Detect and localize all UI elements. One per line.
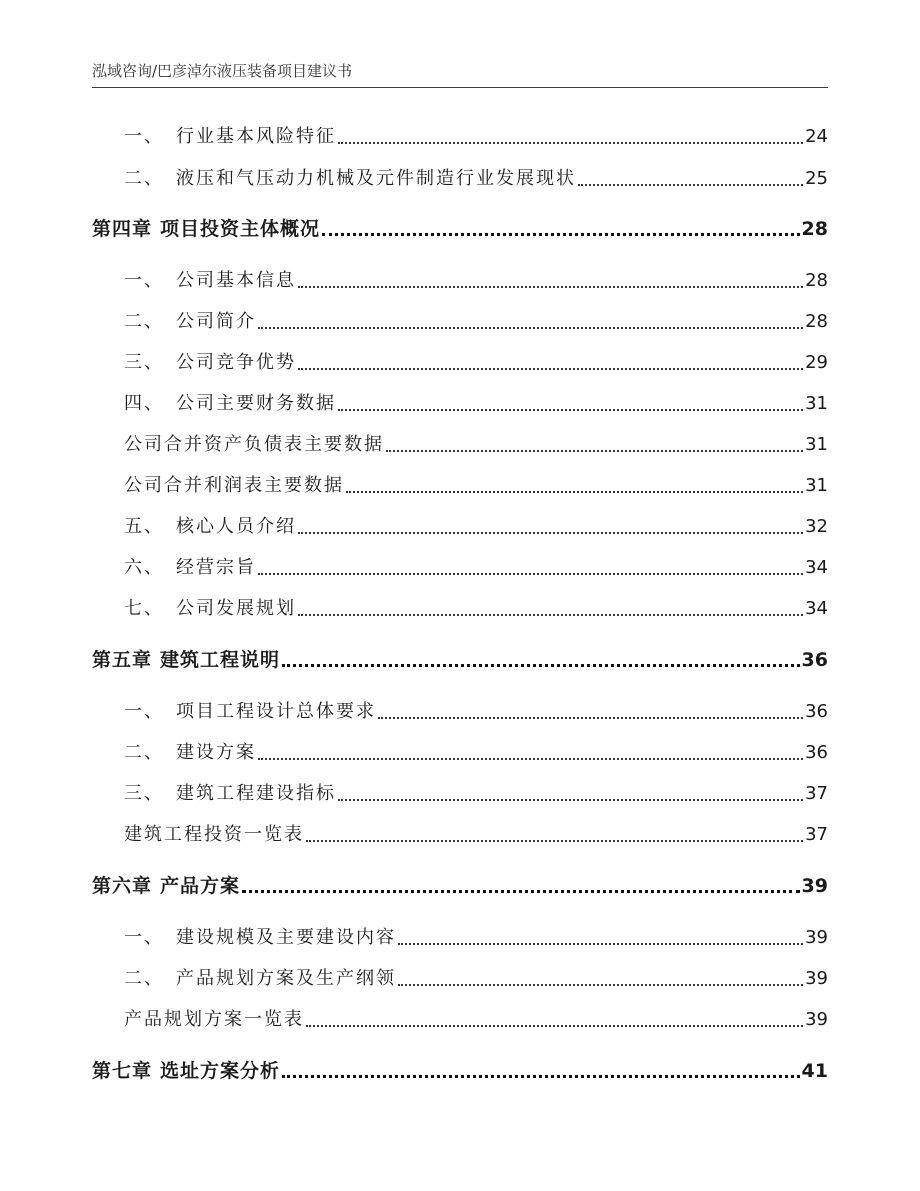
toc-entry-label [124,124,336,150]
toc-section-entry[interactable] [0,1003,920,1033]
toc-entry-title: 经营宗旨 [176,557,256,578]
toc-entry-number: 三、 [124,352,164,373]
toc-section-entry[interactable] [0,736,920,766]
toc-entry-label [124,391,336,417]
toc-entry-number: 二、 [124,968,164,989]
toc-entry-label [124,309,256,335]
toc-entry-title: 液压和气压动力机械及元件制造行业发展现状 [176,168,576,189]
toc-section-entry[interactable] [0,162,920,192]
toc-page-number: 39 [805,968,828,989]
toc-entry-label [124,740,256,766]
toc-entry-number: 七、 [124,598,164,619]
header-divider [92,87,828,88]
toc-page-number: 37 [805,783,828,804]
toc-entry-label [124,822,304,848]
toc-entry-label [124,473,344,499]
toc-entry-number: 四、 [124,393,164,414]
toc-entry-label [92,873,240,899]
toc-page-number: 28 [805,270,828,291]
toc-entry-label [92,216,320,242]
toc-page-number: 32 [805,516,828,537]
toc-entry-label [124,432,384,458]
toc-chapter-entry[interactable] [0,869,920,899]
toc-section-entry[interactable] [0,264,920,294]
toc-entry-title: 建筑工程说明 [160,649,281,671]
dot-leader [258,327,803,329]
toc-section-entry[interactable] [0,428,920,458]
toc-entry-number: 五、 [124,516,164,537]
toc-entry-number: 一、 [124,270,164,291]
toc-section-entry[interactable] [0,592,920,622]
toc-section-entry[interactable] [0,120,920,150]
toc-entry-label [124,555,256,581]
toc-section-entry[interactable] [0,387,920,417]
toc-chapter-entry[interactable] [0,643,920,673]
toc-entry-label [92,647,280,673]
toc-page-number: 41 [801,1060,828,1082]
dot-leader [338,409,803,411]
dot-leader [378,717,803,719]
toc-page-number: 36 [805,742,828,763]
dot-leader [298,614,803,616]
dot-leader [338,799,803,801]
dot-leader [578,184,803,186]
toc-entry-title: 公司主要财务数据 [176,393,336,414]
toc-entry-label [124,925,396,951]
toc-page-number: 31 [805,475,828,496]
page-header: 泓域咨询/巴彦淖尔液压装备项目建议书 [92,62,353,80]
toc-chapter-entry[interactable] [0,1054,920,1084]
toc-entry-number: 第六章 [92,875,153,897]
toc-entry-number: 一、 [124,701,164,722]
toc-entry-title: 项目工程设计总体要求 [176,701,376,722]
toc-page-number: 36 [805,701,828,722]
dot-leader [298,286,803,288]
toc-page-number: 28 [805,311,828,332]
toc-entry-title: 核心人员介绍 [176,516,296,537]
dot-leader [306,840,803,842]
toc-entry-number: 一、 [124,927,164,948]
dot-leader [298,368,803,370]
dot-leader [338,142,803,144]
toc-entry-title: 产品规划方案及生产纲领 [176,968,396,989]
dot-leader [386,450,803,452]
toc-entry-label [124,166,576,192]
dot-leader [282,1075,800,1078]
dot-leader [258,758,803,760]
toc-page-number: 31 [805,434,828,455]
toc-page-number: 37 [805,824,828,845]
dot-leader [282,664,800,667]
toc-section-entry[interactable] [0,777,920,807]
dot-leader [398,943,803,945]
toc-entry-title: 建筑工程建设指标 [176,783,336,804]
toc-entry-title: 公司简介 [176,311,256,332]
toc-page-number: 31 [805,393,828,414]
toc-entry-label [124,966,396,992]
toc-page-number: 34 [805,557,828,578]
toc-entry-title: 公司基本信息 [176,270,296,291]
toc-entry-title: 公司合并利润表主要数据 [124,475,344,496]
toc-entry-number: 第七章 [92,1060,153,1082]
toc-entry-number: 二、 [124,311,164,332]
toc-entry-number: 一、 [124,126,164,147]
toc-page-number: 36 [801,649,828,671]
dot-leader [242,890,800,893]
toc-section-entry[interactable] [0,510,920,540]
toc-page-number: 39 [801,875,828,897]
toc-entry-label [124,699,376,725]
dot-leader [258,573,803,575]
dot-leader [346,491,803,493]
toc-page-number: 39 [805,927,828,948]
toc-entry-label [92,1058,280,1084]
toc-chapter-entry[interactable] [0,212,920,242]
toc-entry-title: 建设方案 [176,742,256,763]
toc-entry-title: 公司合并资产负债表主要数据 [124,434,384,455]
toc-section-entry[interactable] [0,921,920,951]
toc-section-entry[interactable] [0,962,920,992]
toc-section-entry[interactable] [0,469,920,499]
toc-entry-title: 行业基本风险特征 [176,126,336,147]
toc-section-entry[interactable] [0,818,920,848]
toc-page-number: 34 [805,598,828,619]
dot-leader [322,233,800,236]
toc-entry-title: 建筑工程投资一览表 [124,824,304,845]
toc-page-number: 29 [805,352,828,373]
toc-entry-label [124,1007,304,1033]
toc-entry-title: 公司发展规划 [176,598,296,619]
toc-entry-number: 二、 [124,742,164,763]
toc-entry-title: 建设规模及主要建设内容 [176,927,396,948]
toc-entry-title: 项目投资主体概况 [160,218,321,240]
dot-leader [298,532,803,534]
toc-entry-label [124,781,336,807]
toc-entry-title: 选址方案分析 [160,1060,281,1082]
toc-entry-label [124,596,296,622]
toc-entry-label [124,514,296,540]
dot-leader [306,1025,803,1027]
toc-entry-title: 产品方案 [160,875,241,897]
toc-section-entry[interactable] [0,346,920,376]
toc-entry-number: 第五章 [92,649,153,671]
toc-entry-label [124,268,296,294]
toc-entry-number: 三、 [124,783,164,804]
toc-section-entry[interactable] [0,305,920,335]
toc-page-number: 24 [805,126,828,147]
toc-page-number: 39 [805,1009,828,1030]
toc-section-entry[interactable] [0,695,920,725]
toc-entry-label [124,350,296,376]
dot-leader [398,984,803,986]
toc-entry-number: 第四章 [92,218,153,240]
toc-entry-title: 产品规划方案一览表 [124,1009,304,1030]
toc-entry-number: 二、 [124,168,164,189]
toc-entry-title: 公司竞争优势 [176,352,296,373]
toc-section-entry[interactable] [0,551,920,581]
toc-entry-number: 六、 [124,557,164,578]
toc-page-number: 28 [801,218,828,240]
toc-page-number: 25 [805,168,828,189]
